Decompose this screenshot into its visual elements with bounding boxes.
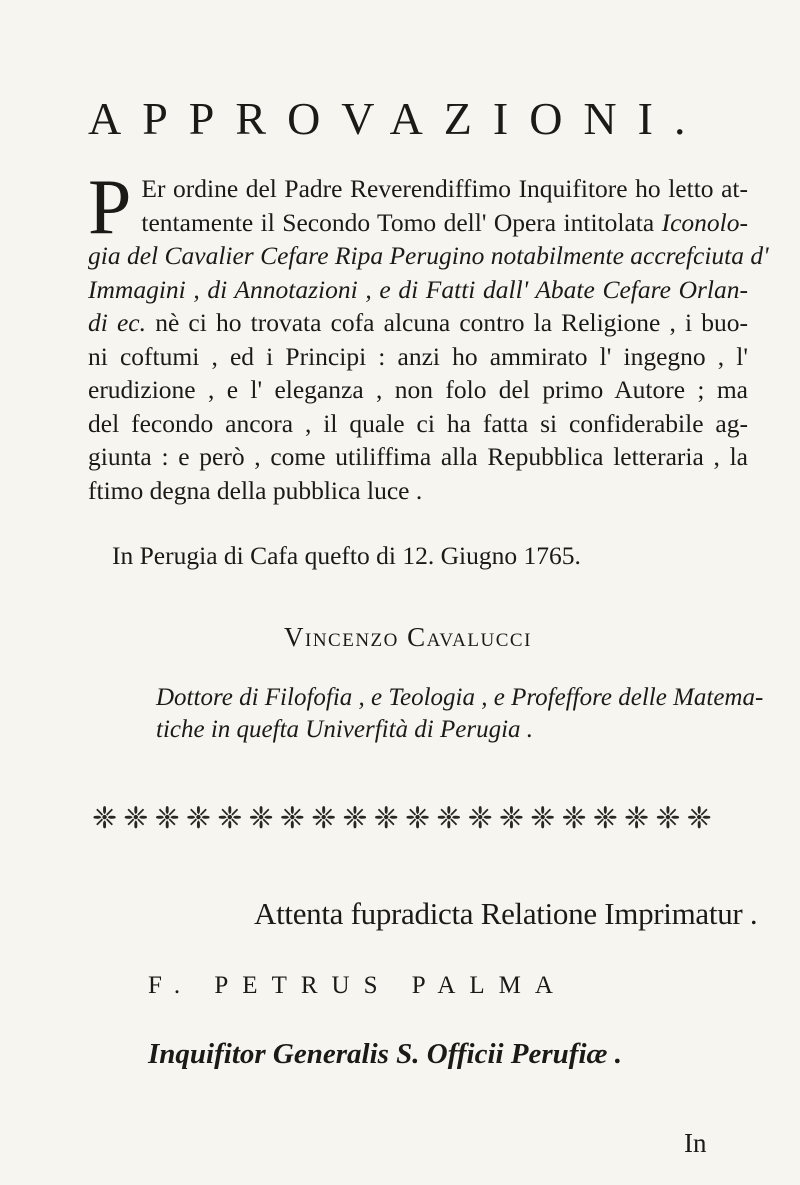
place-and-date: In Perugia di Cafa quefto di 12. Giugno 1765.: [112, 541, 581, 570]
work-title-continued: gia del Cavalier Cefare Ripa Perugino notabilmente accrefciuta d': [88, 241, 769, 270]
fleuron-icon: ❈: [655, 802, 681, 835]
fleuron-icon: ❈: [123, 802, 149, 835]
approval-line-7: erudizione , e l' eleganza , non folo del primo Autore ; ma: [88, 375, 748, 404]
fleuron-icon: ❈: [342, 802, 368, 835]
fleuron-icon: ❈: [248, 802, 274, 835]
fleuron-icon: ❈: [530, 802, 556, 835]
fleuron-icon: ❈: [92, 802, 118, 835]
fleuron-icon: ❈: [373, 802, 399, 835]
approval-line-2: [88, 206, 748, 240]
signer-name: Vincenzo Cavalucci: [284, 622, 532, 652]
fleuron-icon: ❈: [217, 802, 243, 835]
fleuron-icon: ❈: [436, 802, 462, 835]
fleuron-icon: ❈: [624, 802, 650, 835]
signer-credentials-line-1: Dottore di Filofofia , e Teologia , e Profeffore delle Matema-: [156, 684, 764, 711]
fleuron-icon: ❈: [311, 802, 337, 835]
fleuron-icon: ❈: [592, 802, 618, 835]
work-title-continued-2: Immagini , di Annotazioni , e di Fatti dall' Abate Cefare Orlan-: [88, 274, 748, 304]
approval-line-10: ftimo degna della pubblica luce .: [88, 475, 423, 505]
approval-line-8: del fecondo ancora , il quale ci ha fatta si confiderabile ag-: [88, 408, 748, 438]
signer-credentials: [156, 682, 764, 746]
fleuron-icon: ❈: [279, 802, 305, 835]
approval-line-5: [88, 306, 748, 340]
approval-line-1: Er ordine del Padre Reverendiffimo Inquifitore ho letto at-: [141, 174, 748, 203]
approval-line-6: ni coftumi , ed i Principi : anzi ho ammirato l' ingegno , l': [88, 341, 748, 371]
approval-line-3: [88, 239, 769, 273]
fleuron-icon: ❈: [498, 802, 524, 835]
approval-line-9: giunta : e però , come utiliffima alla Repubblica letteraria , la: [88, 442, 748, 471]
fleuron-icon: ❈: [185, 802, 212, 835]
inquisitor-office: Inquifitor Generalis S. Officii Perufiæ .: [148, 1038, 622, 1070]
fleuron-icon: ❈: [467, 802, 493, 835]
fleuron-icon: ❈: [404, 802, 431, 835]
fleuron-icon: ❈: [561, 802, 587, 835]
drop-cap: P: [88, 163, 132, 250]
fleuron-icon: ❈: [154, 802, 180, 835]
approval-line-4: [88, 273, 748, 307]
approval-line-2-text: tentamente il Secondo Tomo dell' Opera intitolata: [141, 207, 655, 237]
signer-credentials-line-2: tiche in quefta Univerfità di Perugia .: [156, 716, 534, 743]
inquisitor-name: F. PETRUS PALMA: [148, 972, 567, 999]
catchword: In: [684, 1128, 707, 1158]
imprimatur-statement: Attenta fupradicta Relatione Imprimatur .: [254, 896, 758, 931]
work-title-end: di ec.: [88, 308, 147, 337]
ornament-divider: [92, 800, 712, 838]
fleuron-icon: ❈: [686, 802, 712, 835]
work-title-start: Iconolo-: [661, 207, 748, 237]
approval-paragraph: [88, 163, 769, 507]
page-heading: APPROVAZIONI.: [88, 93, 707, 144]
approval-line-5-text: nè ci ho trovata cofa alcuna contro la Religione , i buo-: [155, 308, 749, 337]
